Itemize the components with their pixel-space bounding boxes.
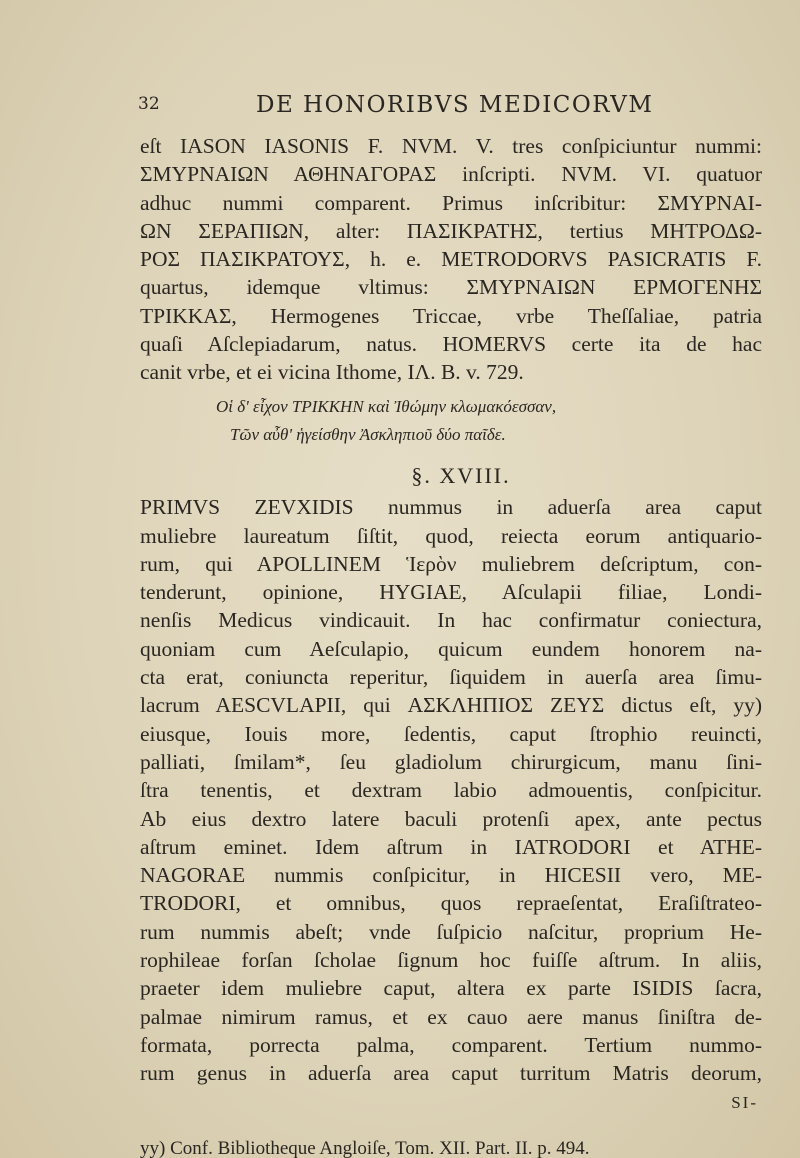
section-heading: §. XVIII. <box>411 463 511 489</box>
text-line: quoniam cum Aeſculapio, quicum eundem honorem na- <box>140 636 762 661</box>
page-header <box>138 92 758 122</box>
text-line: ſtra tenentis, et dextram labio admouentis, conſpicitur. <box>140 778 762 803</box>
running-head: DE HONORIBVS MEDICORVM <box>256 92 654 118</box>
text-line: eſt IASON IASONIS F. NVM. V. tres conſpiciuntur nummi: <box>140 134 762 158</box>
text-line: quartus, idemque vltimus: ΣΜΥΡΝΑΙΩΝ ΕΡΜΟΓΕΝΗΣ <box>140 275 762 300</box>
text-line: rum, qui APOLLINEM Ἱερὸν muliebrem deſcriptum, con- <box>140 551 762 576</box>
text-line: formata, porrecta palma, comparent. Tertium nummo- <box>140 1032 762 1057</box>
text-line: PRIMVS ZEVXIDIS nummus in aduerſa area caput <box>140 495 762 520</box>
text-line: quaſi Aſclepiadarum, natus. HOMERVS certe ita de hac <box>140 332 762 357</box>
text-line: rum genus in aduerſa area caput turritum Matris deorum, <box>140 1061 762 1086</box>
text-line: ΩΝ ΣΕΡΑΠΙΩΝ, alter: ΠΑΣΙΚΡΑΤΗΣ, tertius ΜΗΤΡΟΔΩ- <box>140 218 762 243</box>
text-line: palmae nimirum ramus, et ex cauo aere manus ſiniſtra de- <box>140 1004 762 1029</box>
text-line: praeter idem muliebre caput, altera ex parte ISIDIS ſacra, <box>140 976 762 1001</box>
text-line: adhuc nummi comparent. Primus inſcribitur: ΣΜΥΡΝΑΙ- <box>140 190 762 215</box>
text-line: aſtrum eminet. Idem aſtrum in IATRODORI et ATHE- <box>140 834 762 859</box>
text-line: eiusque, Iouis more, ſedentis, caput ſtrophio reuincti, <box>140 721 762 746</box>
text-line: muliebre laureatum ſiſtit, quod, reiecta eorum antiquario- <box>140 523 762 548</box>
catchword: SI- <box>731 1092 758 1112</box>
text-line: rum nummis abeſt; vnde ſuſpicio naſcitur, proprium He- <box>140 919 762 944</box>
footnote: yy) Conf. Bibliotheque Angloiſe, Tom. XII. Part. II. p. 494. <box>140 1137 590 1158</box>
text-line: NAGORAE nummis conſpicitur, in HICESII vero, ME- <box>140 863 762 888</box>
text-line: tenderunt, opinione, HYGIAE, Aſculapii filiae, Londi- <box>140 580 762 605</box>
text-line: TRODORI, et omnibus, quos repraeſentat, Eraſiſtrateo- <box>140 891 762 916</box>
text-line: canit vrbe, et ei vicina Ithome, ΙΛ. Β. v. 729. <box>140 360 524 385</box>
text-line: ΡΟΣ ΠΑΣΙΚΡΑΤΟΥΣ, h. e. METRODORVS PASICRATIS F. <box>140 247 762 272</box>
text-line: ΣΜΥΡΝΑΙΩΝ ΑΘΗΝΑΓΟΡΑΣ inſcripti. NVM. VI. quatuor <box>140 162 762 187</box>
text-line: rophileae forſan ſcholae ſignum hoc fuiſſe aſtrum. In aliis, <box>140 948 762 973</box>
body-text <box>140 132 762 1158</box>
text-line: palliati, ſmilam*, ſeu gladiolum chirurgicum, manu ſini- <box>140 749 762 774</box>
text-line: ΤΡΙΚΚΑΣ, Hermogenes Triccae, vrbe Theſſaliae, patria <box>140 303 762 328</box>
text-line: nenſis Medicus vindicauit. In hac confirmatur coniectura, <box>140 608 762 633</box>
greek-verse-line: Οἱ δ' εἶχον ΤΡΙΚΚΗΝ καὶ Ἰθώμην κλωμακόεσσαν, <box>216 396 557 416</box>
text-line: lacrum AESCVLAPII, qui ΑΣΚΛΗΠΙΟΣ ΖΕΥΣ dictus eſt, yy) <box>140 693 762 718</box>
greek-verse-line: Τῶν αὖθ' ἡγείσθην Ἀσκληπιοῦ δύο παῖδε. <box>230 424 506 444</box>
page-number: 32 <box>138 94 160 114</box>
text-line: cta erat, coniuncta reperitur, ſiquidem in auerſa area ſimu- <box>140 665 762 690</box>
text-line: Ab eius dextro latere baculi protenſi apex, ante pectus <box>140 806 762 831</box>
